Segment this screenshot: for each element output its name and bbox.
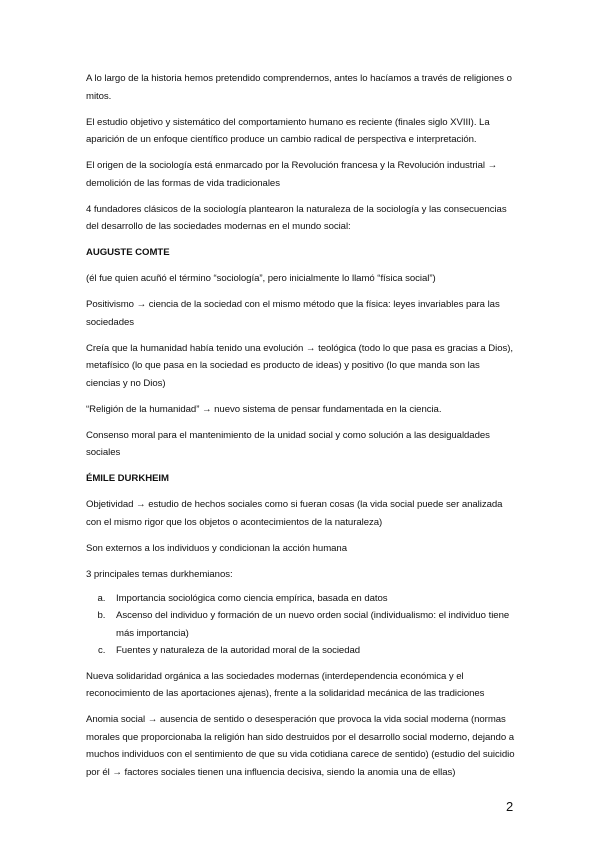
durkheim-anomie-paragraph: Anomia social → ausencia de sentido o desesperación que provoca la vida social moderna (normas morales que proporcionaba la religión han sido destruidos por el desarrollo social moderno, dejando a muchos individuos con el sentimiento de que su vida cotidiana carece de sentido) (estudio del suicidio por él → factores sociales tienen una influencia decisiva, siendo la anomia una de ellas) <box>86 714 515 778</box>
durkheim-themes-intro: 3 principales temas durkhemianos: <box>86 568 233 580</box>
comte-positivism-paragraph: Positivismo → ciencia de la sociedad con el mismo método que la física: leyes invariables para las sociedades <box>86 299 500 328</box>
list-item: b. Ascenso del individuo y formación de un nuevo orden social (individualismo: el individuo tiene más importancia) <box>108 607 516 642</box>
list-item: a. Importancia sociológica como ciencia empírica, basada en datos <box>108 590 516 608</box>
durkheim-themes-list <box>86 590 516 660</box>
durkheim-objectivity-paragraph: Objetividad → estudio de hechos sociales como si fueran cosas (la vida social puede ser analizada con el mismo rigor que los objetos o acontecimientos de la naturaleza) <box>86 499 503 528</box>
durkheim-external-paragraph: Son externos a los individuos y condicionan la acción humana <box>86 542 347 554</box>
origin-paragraph: El origen de la sociología está enmarcado por la Revolución francesa y la Revolución industrial → demolición de las formas de vida tradicionales <box>86 160 498 189</box>
list-item: c. Fuentes y naturaleza de la autoridad moral de la sociedad <box>108 642 516 660</box>
intro-paragraph: A lo largo de la historia hemos pretendido comprendernos, antes lo hacíamos a través de religiones o mitos. <box>86 73 512 102</box>
durkheim-solidarity-paragraph: Nueva solidaridad orgánica a las sociedades modernas (interdependencia económica y el reconocimiento de las aportaciones ajenas), frente a la solidaridad mecánica de las tradiciones <box>86 670 485 699</box>
scientific-study-paragraph: El estudio objetivo y sistemático del comportamiento humano es reciente (finales siglo XVIII). La aparición de un enfoque científico produce un cambio radical de perspectiva e interpretación. <box>86 116 490 145</box>
document-body <box>86 70 516 790</box>
comte-term-paragraph: (él fue quien acuñó el término “sociología”, pero inicialmente lo llamó “física social”) <box>86 273 436 284</box>
durkheim-heading: ÉMILE DURKHEIM <box>86 473 169 484</box>
founders-paragraph: 4 fundadores clásicos de la sociología plantearon la naturaleza de la sociología y las consecuencias del desarrollo de las sociedades modernas en el mundo social: <box>86 203 507 232</box>
comte-religion-paragraph: “Religión de la humanidad” → nuevo sistema de pensar fundamentada en la ciencia. <box>86 403 442 415</box>
comte-consensus-paragraph: Consenso moral para el mantenimiento de la unidad social y como solución a las desigualdades sociales <box>86 429 490 458</box>
page-number: 2 <box>506 799 514 814</box>
comte-evolution-paragraph: Creía que la humanidad había tenido una evolución → teológica (todo lo que pasa es gracias a Dios), metafísico (lo que pasa en la sociedad es producto de ideas) y positivo (lo que manda son las ciencias y no Dios) <box>86 342 514 389</box>
comte-heading: AUGUSTE COMTE <box>86 247 170 258</box>
